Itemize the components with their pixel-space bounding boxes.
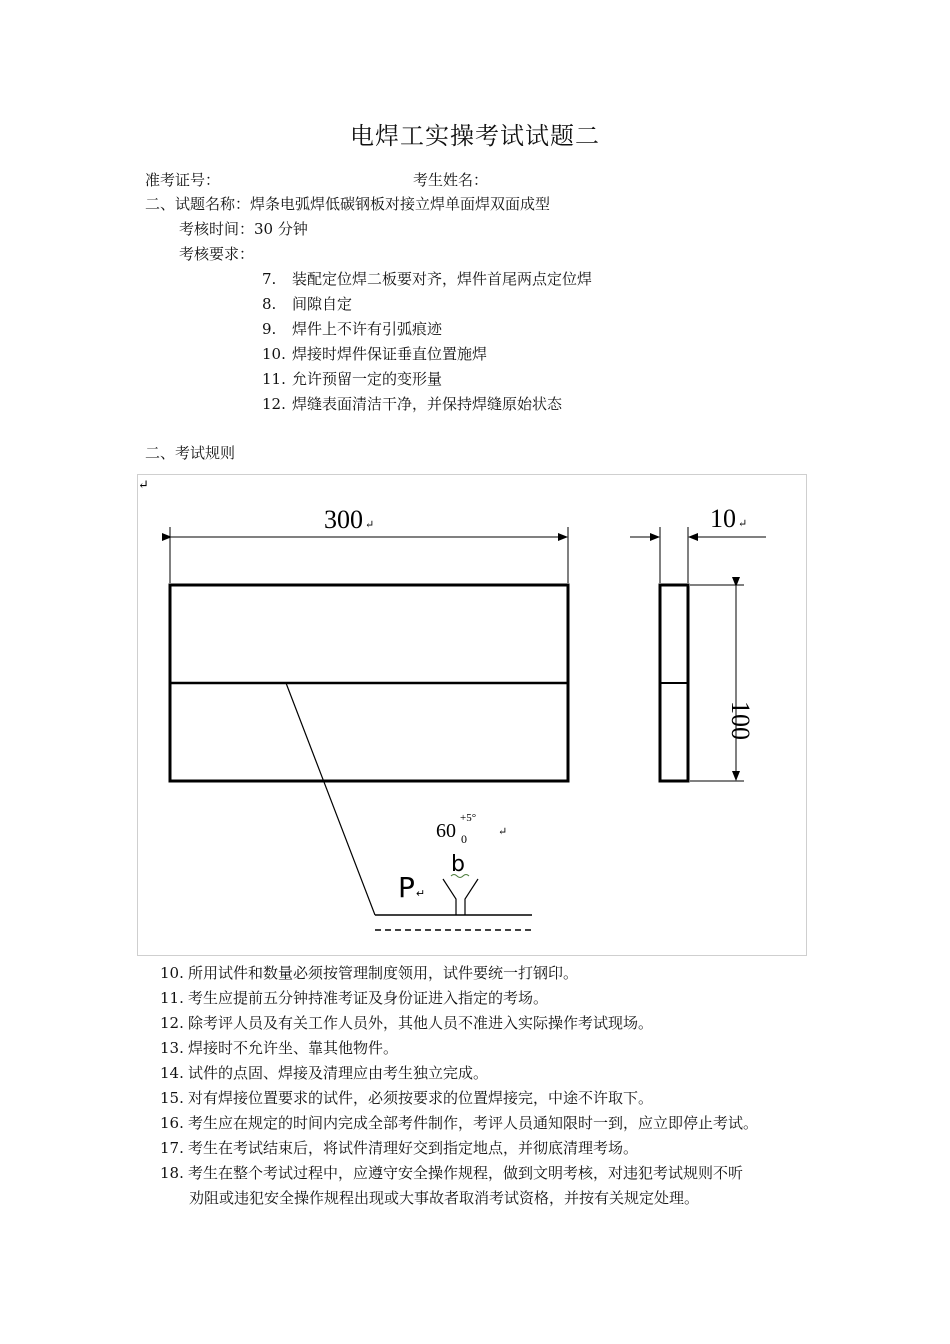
rule-number: 13. (160, 1039, 184, 1057)
rule-item (160, 1087, 653, 1108)
exam-time: 考核时间：30 分钟 (179, 220, 308, 238)
corner-mark: ↵ (138, 478, 149, 493)
rule-item (160, 1137, 638, 1158)
rule-text: 考生在整个考试过程中，应遵守安全操作规程，做到文明考核，对违犯考试规则不听 (188, 1164, 744, 1182)
requirement-item (262, 368, 442, 389)
task-name: 二、试题名称：焊条电弧焊低碳钢板对接立焊单面焊双面成型 (145, 195, 551, 213)
requirement-text: 装配定位焊二板要对齐，焊件首尾两点定位焊 (292, 270, 593, 288)
requirement-number: 11. (262, 370, 286, 388)
groove-angle-lower-tolerance: 0 (461, 832, 467, 846)
requirement-item (262, 268, 592, 289)
gap-symbol-label: b (451, 852, 465, 877)
rule-number: 10. (160, 964, 184, 982)
rule-text: 对有焊接位置要求的试件，必须按要求的位置焊接完，中途不许取下。 (188, 1089, 654, 1107)
groove-angle-value: 60 (436, 820, 456, 842)
rule-item (160, 1037, 398, 1058)
rule-number: 14. (160, 1064, 184, 1082)
width-dimension-label: 100 (726, 701, 755, 740)
requirement-number: 10. (262, 345, 286, 363)
groove-symbol-right (465, 879, 478, 915)
rule-item (160, 1112, 758, 1133)
rule-item-continuation: 劝阻或违犯安全操作规程出现或大事故者取消考试资格，并按有关规定处理。 (189, 1189, 700, 1207)
rule-item (160, 1062, 488, 1083)
requirement-item (262, 318, 442, 339)
rule-text: 考生在考试结束后，将试件清理好交到指定地点，并彻底清理考场。 (188, 1139, 639, 1157)
groove-angle-upper-tolerance: +5° (460, 812, 477, 824)
requirement-number: 8. (262, 295, 277, 313)
rule-text: 考生应在规定的时间内完成全部考件制作，考评人员通知限时一到，应立即停止考试。 (188, 1114, 759, 1132)
requirement-item (262, 343, 487, 364)
rule-item (160, 1012, 653, 1033)
requirement-text: 焊缝表面清洁干净，并保持焊缝原始状态 (292, 395, 563, 413)
requirements-label: 考核要求： (179, 245, 255, 263)
rule-item (160, 1162, 743, 1183)
rule-text: 试件的点固、焊接及清理应由考生独立完成。 (188, 1064, 489, 1082)
rule-number: 17. (160, 1139, 184, 1157)
rule-number: 16. (160, 1114, 184, 1132)
rule-number: 15. (160, 1089, 184, 1107)
requirement-text: 焊接时焊件保证垂直位置施焊 (292, 345, 488, 363)
thickness-dimension-label: 10 ↵ (710, 504, 748, 533)
requirement-text: 间隙自定 (292, 295, 353, 313)
exam-id-label: 准考证号： (145, 171, 221, 189)
requirement-item (262, 393, 562, 414)
rule-text: 除考评人员及有关工作人员外，其他人员不准进入实际操作考试现场。 (188, 1014, 654, 1032)
candidate-name-label: 考生姓名： (413, 171, 489, 189)
document-title: 电焊工实操考试试题二 (350, 122, 600, 150)
requirement-number: 7. (262, 270, 277, 288)
requirement-number: 12. (262, 395, 286, 413)
rule-number: 18. (160, 1164, 184, 1182)
requirement-item (262, 293, 352, 314)
rule-item (160, 987, 548, 1008)
groove-symbol-left (443, 879, 456, 915)
weld-leader-line (286, 683, 375, 915)
length-dimension-label: 300 ↵ (324, 505, 375, 534)
rule-text: 考生应提前五分钟持准考证及身份证进入指定的考场。 (188, 989, 549, 1007)
rule-text: 焊接时不允许坐、靠其他物件。 (188, 1039, 399, 1057)
rule-item (160, 962, 578, 983)
weld-drawing-svg (138, 475, 808, 957)
angle-return-mark: ↵ (498, 825, 508, 838)
weld-drawing (137, 474, 807, 956)
requirement-text: 焊件上不许有引弧痕迹 (292, 320, 443, 338)
process-symbol-label: P↵ (398, 871, 426, 904)
requirement-text: 允许预留一定的变形量 (292, 370, 443, 388)
requirement-number: 9. (262, 320, 277, 338)
rule-number: 12. (160, 1014, 184, 1032)
rule-number: 11. (160, 989, 184, 1007)
rule-text: 所用试件和数量必须按管理制度领用，试件要统一打钢印。 (188, 964, 579, 982)
rules-heading: 二、考试规则 (145, 444, 236, 462)
